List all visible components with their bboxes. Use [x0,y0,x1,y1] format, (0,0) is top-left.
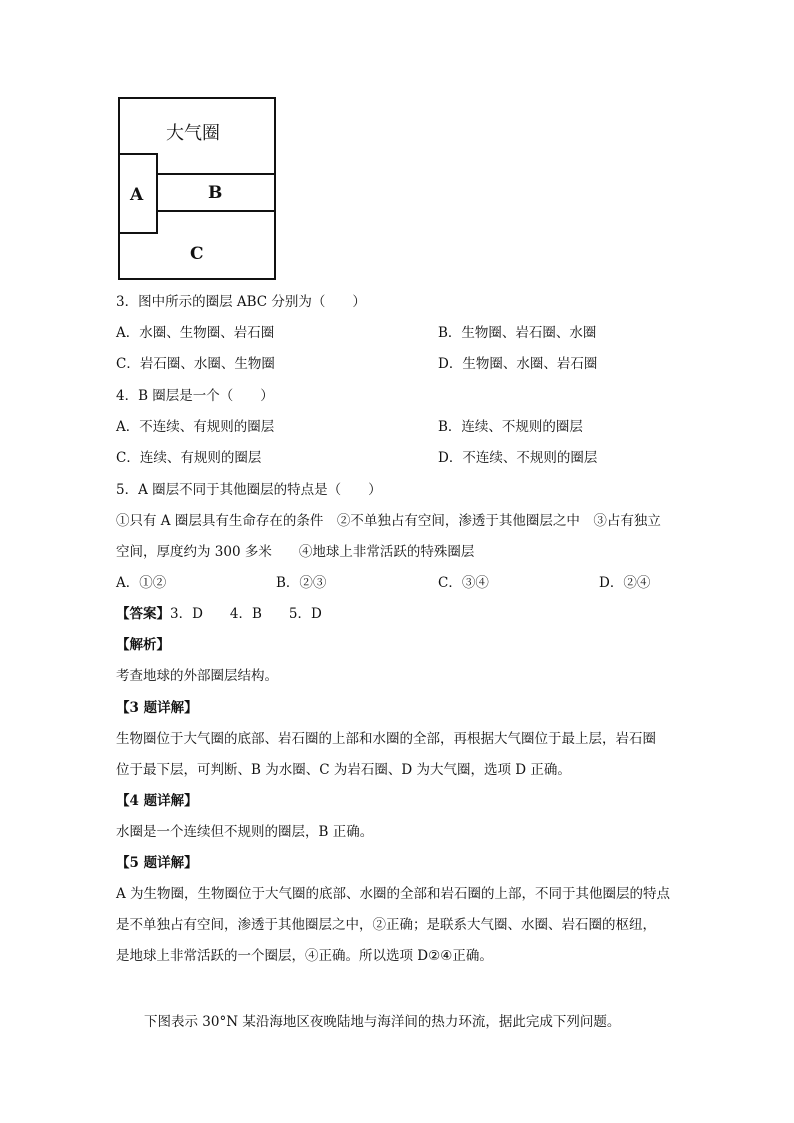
q4-option-b: B．连续、不规则的圈层 [438,419,583,435]
q5-option-d: D．②④ [599,575,651,591]
q3-stem: 3．图中所示的圈层 ABC 分别为（ ） [116,294,366,310]
sphere-diagram [118,97,276,280]
diagram-label-b: B [208,183,223,203]
detail3-heading: 【3 题详解】 [116,700,198,716]
q5-option-a: A．①② [116,575,167,591]
diagram-label-atmosphere: 大气圈 [166,123,220,144]
q5-statements-line2: 空间，厚度约为 300 多米 ④地球上非常活跃的特殊圈层 [116,544,475,560]
diagram-label-a: A [130,185,144,205]
detail5-line1: A 为生物圈，生物圈位于大气圈的底部、水圈的全部和岩石圈的上部，不同于其他圈层的特点 [116,886,671,902]
detail4-heading: 【4 题详解】 [116,793,198,809]
q5-option-c: C．③④ [438,575,489,591]
q3-option-b: B．生物圈、岩石圈、水圈 [438,325,597,341]
detail5-line3: 是地球上非常活跃的一个圈层，④正确。所以选项 D②④正确。 [116,948,493,964]
answer-line [116,602,322,622]
q3-option-a: A．水圈、生物圈、岩石圈 [116,325,275,341]
detail4-line1: 水圈是一个连续但不规则的圈层，B 正确。 [116,824,374,840]
q5-statements-line1: ①只有 A 圈层具有生命存在的条件 ②不单独占有空间，渗透于其他圈层之中 ③占有独立 [116,513,661,529]
diagram-label-c: C [190,244,204,264]
answer-label: 【答案】 [116,606,170,622]
answer-text: 3．D 4．B 5．D [170,606,322,622]
next-question-intro: 下图表示 30°N 某沿海地区夜晚陆地与海洋间的热力环流，据此完成下列问题。 [144,1014,621,1030]
analysis-heading: 【解析】 [116,637,170,653]
q4-option-a: A．不连续、有规则的圈层 [116,419,275,435]
analysis-text: 考查地球的外部圈层结构。 [116,668,278,684]
q4-option-c: C．连续、有规则的圈层 [116,450,262,466]
detail5-line2: 是不单独占有空间，渗透于其他圈层之中，②正确；是联系大气圈、水圈、岩石圈的枢纽， [116,917,656,933]
q4-option-d: D．不连续、不规则的圈层 [438,450,598,466]
q3-option-d: D．生物圈、水圈、岩石圈 [438,356,598,372]
detail5-heading: 【5 题详解】 [116,855,198,871]
q5-stem: 5．A 圈层不同于其他圈层的特点是（ ） [116,482,382,498]
q4-stem: 4．B 圈层是一个（ ） [116,388,274,404]
detail3-line2: 位于最下层，可判断、B 为水圈、C 为岩石圈、D 为大气圈，选项 D 正确。 [116,762,571,778]
q3-option-c: C．岩石圈、水圈、生物圈 [116,356,275,372]
detail3-line1: 生物圈位于大气圈的底部、岩石圈的上部和水圈的全部，再根据大气圈位于最上层，岩石圈 [116,731,656,747]
q5-option-b: B．②③ [276,575,327,591]
